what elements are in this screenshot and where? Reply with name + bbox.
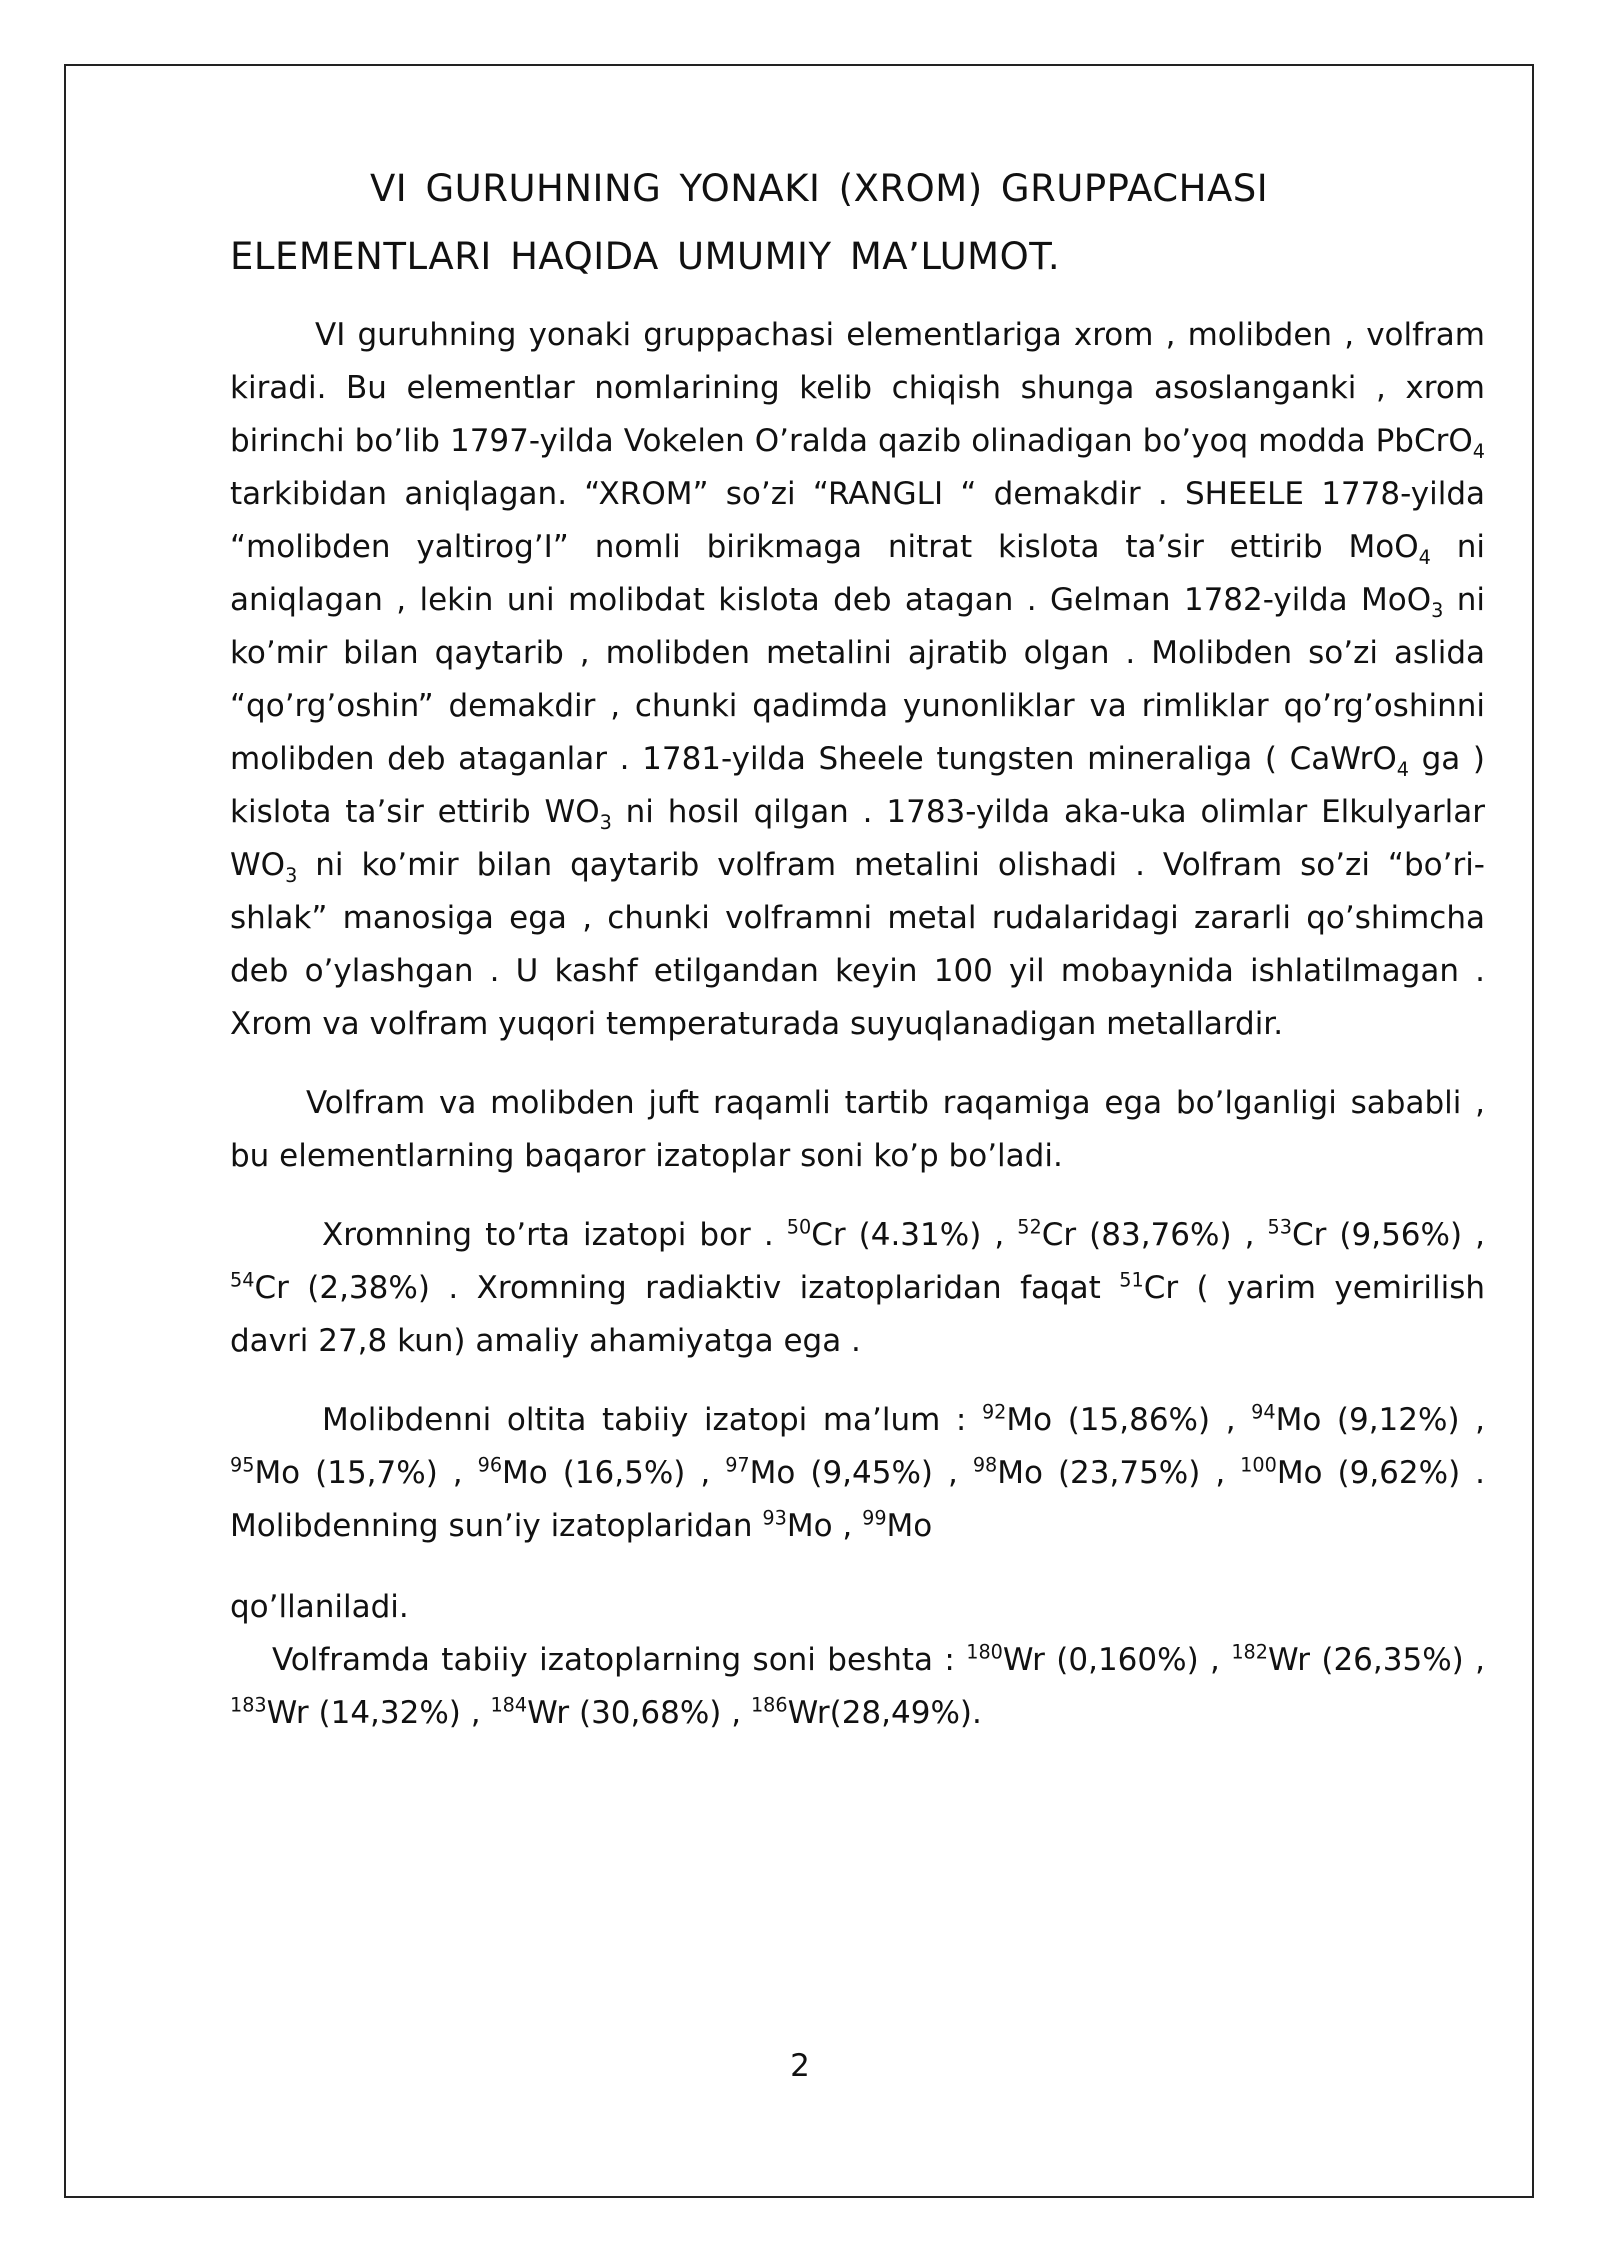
superscript: 97 (725, 1453, 750, 1477)
superscript: 51 (1119, 1268, 1144, 1292)
text-run: Molibdenni oltita tabiiy izatopi ma’lum : (322, 1402, 982, 1438)
text-run: Cr (4.31%) , (811, 1217, 1018, 1253)
text-run: Cr ( yarim yemirilish davri 27,8 kun) amaliy ahamiyatga ega . (230, 1270, 1485, 1359)
text-run: Mo , (786, 1508, 863, 1544)
document-body (230, 155, 1485, 1740)
subscript: 4 (1472, 440, 1485, 464)
paragraph-chromium-isotopes (230, 1209, 1485, 1368)
text-run: Xromning to’rta izatopi bor . (322, 1217, 787, 1253)
superscript: 52 (1017, 1215, 1042, 1239)
document-title (230, 155, 1485, 291)
text-run: Mo (16,5%) , (502, 1455, 726, 1491)
superscript: 182 (1231, 1640, 1268, 1664)
text-run: Volframda tabiiy izatoplarning soni beshta : (272, 1642, 967, 1678)
superscript: 50 (786, 1215, 812, 1239)
subscript: 3 (285, 864, 298, 888)
superscript: 93 (762, 1506, 787, 1530)
text-run: ga ) kislota ta’sir ettirib WO (230, 741, 1485, 830)
text-run: Wr (26,35%) , (1267, 1642, 1485, 1678)
text-run: Wr (0,160%) , (1002, 1642, 1232, 1678)
text-run: ni aniqlagan , lekin uni molibdat kislota deb atagan . Gelman 1782-yilda MoO (230, 529, 1485, 618)
text-run: Mo (886, 1508, 933, 1544)
superscript: 183 (230, 1693, 267, 1717)
text-run: Cr (9,56%) , (1291, 1217, 1485, 1253)
title-line-2: ELEMENTLARI HAQIDA UMUMIY MA’LUMOT. (230, 235, 1061, 278)
text-run: ni hosil qilgan . 1783-yilda aka-uka olimlar Elkulyarlar WO (230, 794, 1485, 883)
paragraph-history (230, 309, 1485, 1051)
text-run: Mo (15,86%) , (1006, 1402, 1252, 1438)
title-line-1: VI GURUHNING YONAKI (XROM) GRUPPACHASI (370, 167, 1269, 210)
text-run: Wr(28,49%). (787, 1695, 982, 1731)
text-run: Wr (14,32%) , (266, 1695, 491, 1731)
superscript: 98 (972, 1453, 998, 1477)
subscript: 4 (1396, 758, 1409, 782)
superscript: 180 (966, 1640, 1003, 1664)
superscript: 54 (230, 1268, 255, 1292)
superscript: 95 (230, 1453, 255, 1477)
subscript: 4 (1418, 546, 1431, 570)
superscript: 96 (477, 1453, 503, 1477)
subscript: 3 (1431, 599, 1444, 623)
text-run: Mo (15,7%) , (254, 1455, 478, 1491)
paragraph-tungsten-isotopes (230, 1634, 1485, 1740)
superscript: 184 (490, 1693, 528, 1717)
superscript: 99 (862, 1506, 887, 1530)
text-run: Mo (9,62%) . Molibdenning sun’iy izatoplaridan (230, 1455, 1486, 1544)
superscript: 100 (1240, 1453, 1277, 1477)
page-number: 2 (790, 2048, 810, 2084)
text-run: Mo (9,45%) , (749, 1455, 973, 1491)
paragraph-isotopes-intro (230, 1077, 1485, 1183)
text-run: tarkibidan aniqlagan. “XROM” so’zi “RANGLI “ demakdir . SHEELE 1778-yilda “molibden yaltirog’I” nomli birikmaga nitrat kislota ta’sir ettirib MoO (230, 476, 1485, 565)
text-run: Wr (30,68%) , (527, 1695, 751, 1731)
text-run: ni ko’mir bilan qaytarib volfram metalini olishadi . Volfram so’zi “bo’ri-shlak” manosiga ega , chunki volframni metal rudalaridagi zararli qo’shimcha deb o’ylashgan . U kashf etilgandan keyin 100 yil mobaynida ishlatilmagan . Xrom va volfram yuqori temperaturada suyuqlanadigan metallardir. (230, 847, 1485, 1042)
paragraph-applied (230, 1581, 1485, 1634)
text-run: qo’llaniladi. (230, 1589, 409, 1625)
superscript: 94 (1251, 1400, 1276, 1424)
text-run: VI guruhning yonaki gruppachasi elementlariga xrom , molibden , volfram kiradi. Bu elementlar nomlarining kelib chiqish shunga asoslanganki , xrom birinchi bo’lib 1797-yilda Vokelen O’ralda qazib olinadigan bo’yoq modda PbCrO (230, 317, 1485, 459)
superscript: 186 (750, 1693, 788, 1717)
text-run: Cr (83,76%) , (1041, 1217, 1268, 1253)
text-run: Volfram va molibden juft raqamli tartib raqamiga ega bo’lganligi sababli , bu elementlarning baqaror izatoplar soni ko’p bo’ladi. (230, 1085, 1485, 1174)
text-run: Mo (9,12%) , (1275, 1402, 1485, 1438)
subscript: 3 (599, 811, 612, 835)
superscript: 53 (1267, 1215, 1292, 1239)
text-run: ni ko’mir bilan qaytarib , molibden metalini ajratib olgan . Molibden so’zi aslida “qo’rg’oshin” demakdir , chunki qadimda yunonliklar va rimliklar qo’rg’oshinni molibden deb ataganlar . 1781-yilda Sheele tungsten mineraliga ( CaWrO (230, 582, 1485, 777)
superscript: 92 (981, 1400, 1007, 1424)
text-run: Cr (2,38%) . Xromning radiaktiv izatoplaridan faqat (254, 1270, 1120, 1306)
paragraph-molybdenum-isotopes (230, 1394, 1485, 1553)
text-run: Mo (23,75%) , (997, 1455, 1241, 1491)
